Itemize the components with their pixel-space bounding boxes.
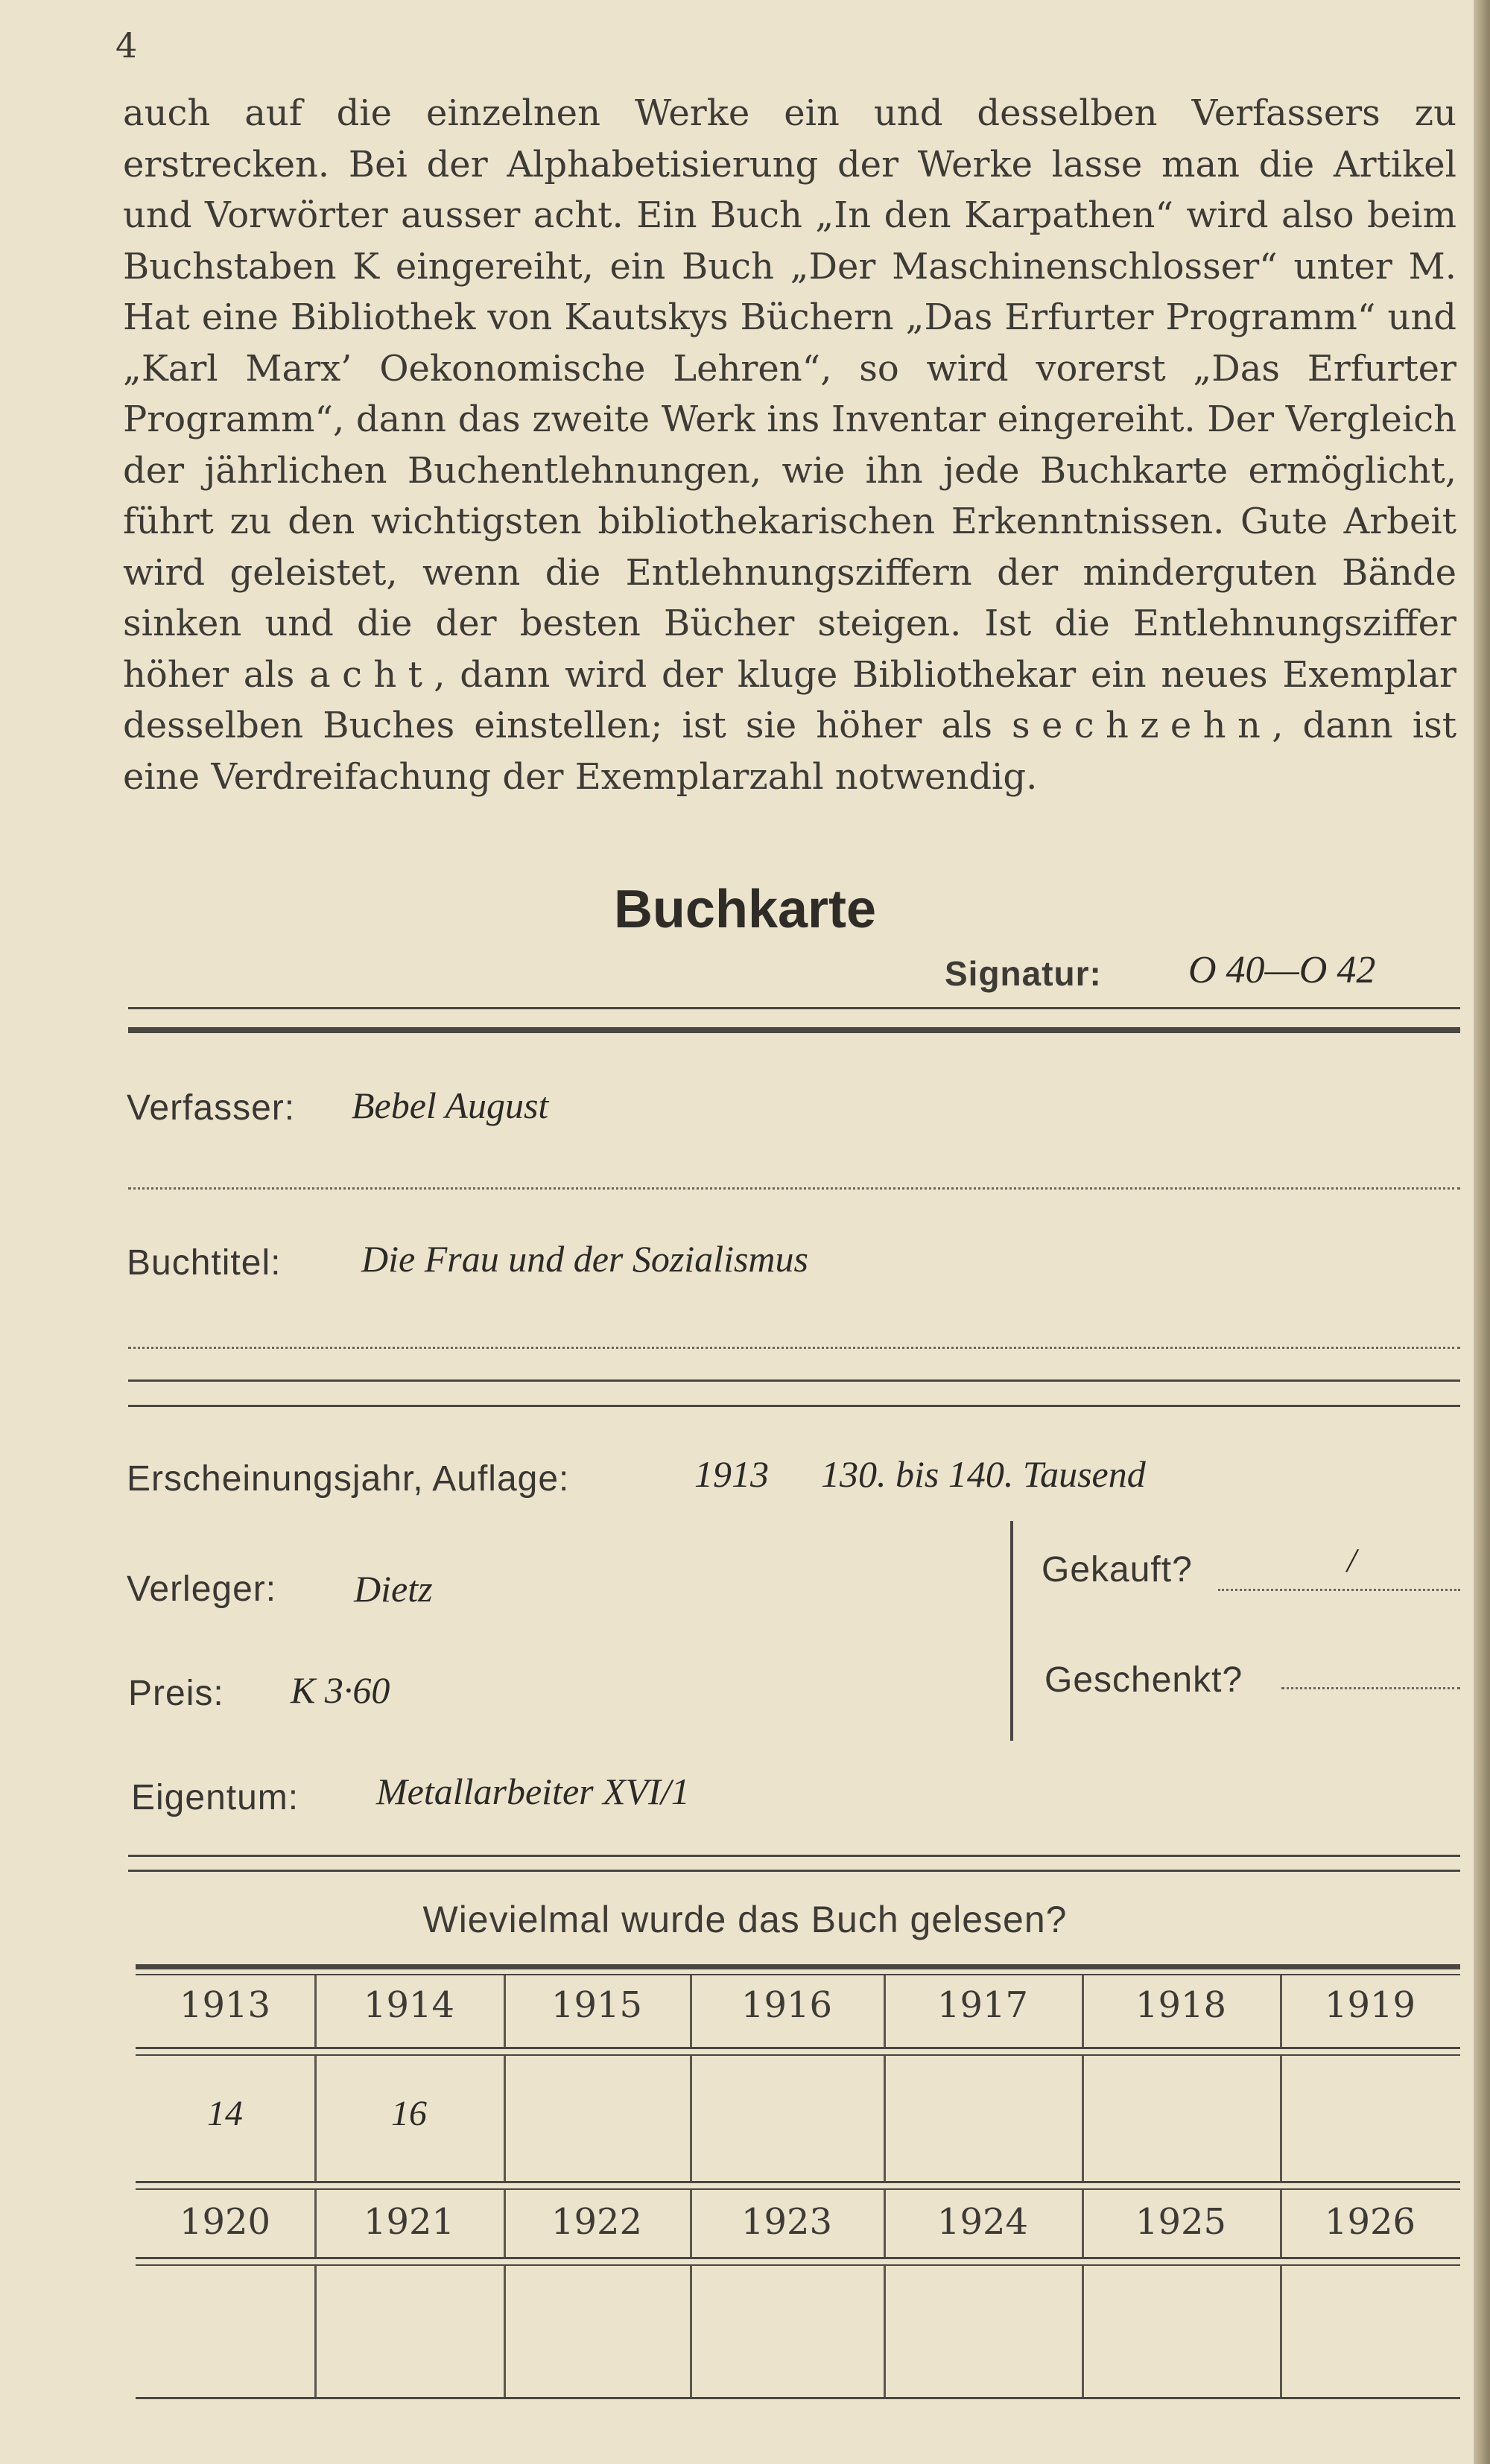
table-vline [884,2190,886,2257]
year-cell: 1913 [179,1984,271,2026]
body-paragraph [123,88,1456,802]
jahr-value: 1913 [694,1453,769,1495]
card-vertical-separator [1010,1521,1013,1741]
preis-value: K 3·60 [291,1669,390,1711]
table-vline [1280,1975,1282,2047]
buchtitel-label: Buchtitel: [127,1243,282,1283]
paragraph-text-1: auch auf die einzelnen Werke ein und desselben Verfassers zu erstrecken. Bei der Alphabetisierung der Werke lasse man die Artikel und Vorwörter ausser acht. Ein Buch „In den Karpathen“ wird also beim Buchstaben K eingereiht, ein Buch „Der Maschinenschlosser“ unter M. Hat eine Bibliothek von Kautskys Büchern „Das Erfurter Programm“ und „Karl Marx’ Oekonomische Lehren“, so wird vorerst „Das Erfurter Programm“, dann das zweite Werk ins Inventar eingereiht. Der Vergleich der jährlichen Buchentlehnungen, wie ihn jede Buchkarte ermöglicht, führt zu den wichtigsten bibliothekarischen Erkenntnissen. Gute Arbeit wird geleistet, wenn die Entlehnungsziffern der minderguten Bände sinken und die der besten Bücher steigen. Ist die Entlehnungsziffer höher als [123,92,1456,696]
table-vline [1280,2190,1282,2257]
card-title: Buchkarte [613,880,877,939]
table-vline [1082,2266,1084,2397]
table-bottom-rule [136,2397,1460,2399]
emphasis-sechzehn: sechzehn [1011,705,1272,746]
table-vline [314,2190,317,2257]
table-vline [1280,2056,1282,2181]
verleger-value: Dietz [354,1568,433,1610]
preis-label: Preis: [128,1674,224,1713]
table-vline [690,2056,692,2181]
table-vline [504,2056,506,2181]
year-cell: 1924 [936,2201,1029,2243]
erscheinungsjahr-label: Erscheinungsjahr, Auflage: [127,1459,570,1499]
divider-mid-b [128,1405,1460,1407]
table-rule-1b [136,2054,1460,2056]
year-cell: 1923 [741,2201,833,2243]
verfasser-value: Bebel August [352,1085,549,1126]
divider-low-a [128,1855,1460,1857]
reading-table-caption: Wievielmal wurde das Buch gelesen? [422,1899,1068,1940]
year-cell: 1917 [936,1984,1029,2026]
table-rule-2 [136,2181,1460,2183]
table-vline [314,2266,317,2397]
divider-mid-a [128,1379,1460,1382]
table-top-thick [136,1964,1460,1969]
verfasser-label: Verfasser: [127,1088,296,1128]
table-vline [314,2056,317,2181]
gekauft-label: Gekauft? [1042,1550,1193,1590]
page-edge [1474,0,1490,2464]
table-rule-3 [136,2257,1460,2259]
count-cell: 16 [391,2094,427,2133]
table-vline [1082,2190,1084,2257]
table-vline [690,2266,692,2397]
signatur-value: O 40—O 42 [1188,949,1376,991]
count-cell: 14 [207,2094,243,2133]
emphasis-acht: acht [309,653,434,696]
table-vline [884,2056,886,2181]
table-vline [884,2266,886,2397]
table-vline [504,2266,506,2397]
divider-low-b [128,1870,1460,1872]
paragraph-text-3: , dann ist eine Verdreifachung der Exemplarzahl notwendig. [123,705,1456,798]
verleger-label: Verleger: [127,1569,277,1609]
geschenkt-label: Geschenkt? [1044,1660,1243,1700]
buchtitel-dotted-line [128,1347,1460,1349]
table-top-thin [136,1974,1460,1975]
table-vline [1280,2266,1282,2397]
table-vline [1082,2056,1084,2181]
buchtitel-value: Die Frau und der Sozialismus [361,1238,808,1280]
eigentum-value: Metallarbeiter XVI/1 [376,1771,690,1812]
year-cell: 1921 [363,2201,455,2243]
year-cell: 1925 [1135,2201,1227,2243]
table-vline [690,2190,692,2257]
year-cell: 1915 [551,1984,643,2026]
verfasser-dotted-line [128,1187,1460,1190]
geschenkt-dotted-line [1281,1687,1460,1689]
table-rule-1 [136,2047,1460,2049]
year-cell: 1926 [1324,2201,1416,2243]
year-cell: 1916 [741,1984,833,2026]
eigentum-label: Eigentum: [131,1778,299,1817]
year-cell: 1919 [1324,1984,1416,2026]
table-vline [314,1975,317,2047]
table-vline [690,1975,692,2047]
paragraph-text-2: , dann wird der kluge Bibliothekar ein neues Exemplar desselben Buches einstellen; ist sie höher als [123,653,1457,746]
table-vline [504,2190,506,2257]
year-cell: 1922 [551,2201,643,2243]
table-rule-3b [136,2264,1460,2266]
year-cell: 1918 [1135,1984,1227,2026]
auflage-value: 130. bis 140. Tausend [821,1453,1146,1495]
table-vline [1082,1975,1084,2047]
divider-top-thin [128,1007,1460,1009]
gekauft-dotted-line [1218,1589,1460,1591]
table-vline [884,1975,886,2047]
page-number: 4 [115,25,138,66]
signatur-label: Signatur: [945,954,1102,993]
year-cell: 1920 [179,2201,271,2243]
year-cell: 1914 [363,1984,455,2026]
table-vline [504,1975,506,2047]
table-rule-2b [136,2188,1460,2190]
divider-top-thick [128,1027,1460,1033]
gekauft-mark: / [1347,1541,1357,1579]
